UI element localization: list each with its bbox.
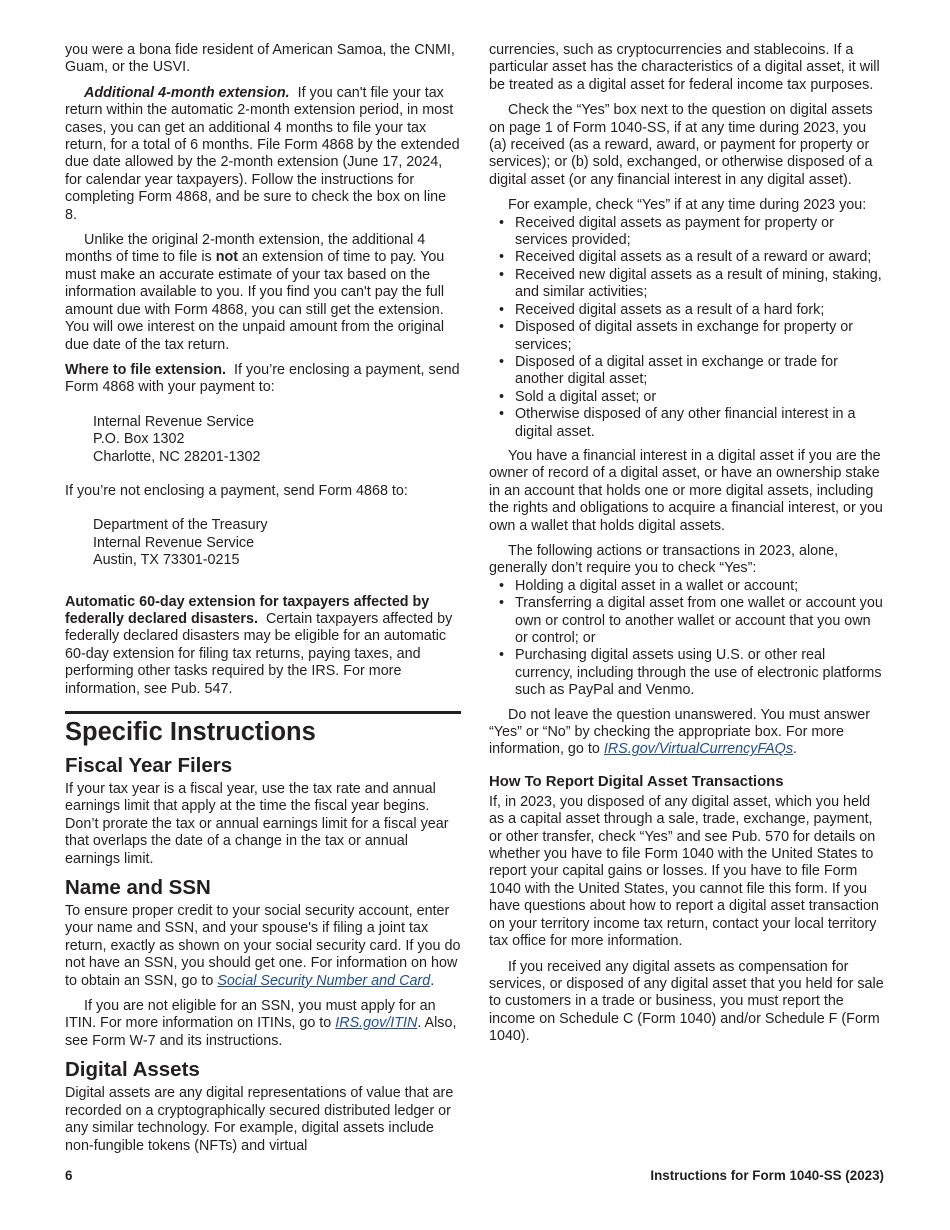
where-to-file-text: If you’re enclosing a payment, send Form 4868 with your payment to: (65, 361, 460, 396)
left-column (65, 42, 461, 1163)
list-item-text: Received digital assets as a result of a hard fork; (515, 301, 825, 318)
automatic-60-day-text: Certain taxpayers affected by federally declared disasters may be eligible for an automatic 60-day extension for filing tax returns, paying taxes, and performing other tasks required by the IRS. For more information, see Pub. 547. (65, 610, 453, 697)
paragraph-digital-assets: Digital assets are any digital representations of value that are recorded on a cryptographically secured distributed ledger or any similar technology. For example, digital assets include non-fungible tokens (NFTs) and virtual (65, 1085, 454, 1154)
list-item (489, 267, 885, 302)
paragraph-check-yes: Check the “Yes” box next to the question on digital assets on page 1 of Form 1040-SS, if at any time during 2023, you (a) received (as a reward, award, or payment for property or services); or (b) sold, exchanged, or otherwise disposed of a digital asset (or any financial interest in any digital asset). (489, 102, 873, 188)
additional-extension-text: If you can't file your tax return within the automatic 2-month extension period, in most cases, you can get an additional 4 months to file your tax return, for a total of 6 months. File Form 4868 by the extended due date allowed by the 2-month extension (June 17, 2024, for calendar year taxpayers). Follow the instructions for completing Form 4868, and be sure to check the box on line 8. (65, 84, 460, 223)
list-item (489, 389, 885, 406)
paragraph-itin: If you are not eligible for an SSN, you must apply for an ITIN. For more information on ITINs, go to IRS.gov/ITIN. Also, see Form W-7 and its instructions. (65, 998, 457, 1049)
bullet-icon: • (499, 266, 505, 283)
paragraph-how-to-report: If, in 2023, you disposed of any digital asset, which you held as a capital asset through a sale, trade, exchange, payment, or other transfer, check “Yes” and see Pub. 570 for details on whether you have to file Form 1040 with the United States to report your capital gains or losses. If you have to file Form 1040 with the United States, you cannot file this form. If you have questions about how to report a digital asset transaction on your territory income tax return, contact your local territory tax office for more information. (489, 793, 879, 950)
list-item (489, 215, 885, 250)
bullet-icon: • (499, 249, 505, 266)
digital-assets-title: Digital Assets (65, 1058, 200, 1082)
list-item (489, 595, 885, 647)
paragraph-following-actions: The following actions or transactions in 2023, alone, generally don’t require you to check “Yes”: (489, 542, 839, 577)
name-ssn-text: To ensure proper credit to your social security account, enter your name and SSN, and your spouse's if filing a joint tax return, exactly as shown on your social security card. If you do not have an SSN, you should get one. For information on how to obtain an SSN, go to (65, 903, 461, 989)
bullet-list-yes (489, 215, 885, 441)
list-item-text: Disposed of a digital asset in exchange or trade for another digital asset; (515, 353, 838, 388)
list-item-text: Purchasing digital assets using U.S. or other real currency, including through the use of electronic platforms such as PayPal and Venmo. (515, 647, 882, 699)
list-item (489, 578, 885, 595)
bullet-icon: • (499, 301, 505, 318)
bullet-icon: • (499, 647, 505, 664)
address-austin (93, 517, 461, 569)
paragraph-additional-extension (65, 85, 461, 224)
itin-after-text: Also, see Form W-7 and its instructions. (65, 1015, 457, 1049)
paragraph-currencies: currencies, such as cryptocurrencies and stablecoins. If a particular asset has the characteristics of a digital asset, it will be treated as a digital asset for federal income tax purposes. (489, 42, 880, 93)
paragraph-example: For example, check “Yes” if at any time during 2023 you: (508, 197, 867, 214)
list-item (489, 406, 885, 441)
bullet-icon: • (499, 214, 505, 231)
list-item-text: Otherwise disposed of any other financial interest in a digital asset. (515, 406, 856, 440)
address-charlotte (93, 414, 461, 466)
social-security-link[interactable]: Social Security Number and Card (217, 972, 431, 989)
list-item-text: Received new digital assets as a result of mining, staking, and similar activities; (515, 266, 882, 301)
paragraph-name-ssn: To ensure proper credit to your social security account, enter your name and SSN, and your spouse's if filing a joint tax return, exactly as shown on your social security card. If you do not have an SSN, you should get one. For information on how to obtain an SSN, go to Social Security Number and Card. (65, 903, 461, 989)
paragraph-where-to-file (65, 362, 461, 397)
list-item-text: Holding a digital asset in a wallet or account; (515, 577, 799, 594)
unlike-text-b: an extension of time to pay. You must make an accurate estimate of your tax based on the information available to you. If you find you can't pay the full amount due with Form 4868, you can still get the extension. You will owe interest on the unpaid amount from the original due date of the tax return. (65, 249, 445, 353)
address-line: Internal Revenue Service (93, 413, 255, 430)
list-item-text: Disposed of digital assets in exchange for property or services; (515, 319, 854, 353)
list-item (489, 647, 885, 699)
virtual-currency-faqs-link[interactable]: IRS.gov/VirtualCurrencyFAQs (603, 741, 794, 758)
specific-instructions-title: Specific Instructions (65, 718, 316, 746)
bullet-icon: • (499, 595, 505, 612)
address-line: Department of the Treasury (93, 517, 268, 534)
paragraph-do-not-leave: Do not leave the question unanswered. You must answer “Yes” or “No” by checking the appropriate box. For more information, go to IRS.gov/VirtualCurrencyFAQs. (489, 706, 871, 758)
itin-text: If you are not eligible for an SSN, you must apply for an ITIN. For more information on ITINs, go to (65, 998, 436, 1032)
page-number: 6 (65, 1168, 73, 1183)
paragraph-compensation: If you received any digital assets as compensation for services, or disposed of any digital asset that you held for sale to customers in a trade or business, you must report the income on Schedule C (Form 1040) and/or Schedule F (Form 1040). (489, 958, 884, 1045)
unlike-text-a: Unlike the original 2-month extension, the additional 4 months of time to file is (65, 232, 426, 266)
list-item (489, 319, 885, 354)
list-item-text: Sold a digital asset; or (515, 388, 657, 405)
list-item-text: Transferring a digital asset from one wallet or account you own or control to another wallet or account that you own or control; or (515, 595, 883, 646)
paragraph-automatic-60-day (65, 594, 461, 698)
bullet-list-no (489, 578, 885, 700)
itin-link[interactable]: IRS.gov/ITIN (335, 1015, 418, 1032)
address-line: P.O. Box 1302 (93, 431, 185, 448)
right-column (489, 42, 885, 1054)
paragraph-bona-fide: you were a bona fide resident of American Samoa, the CNMI, Guam, or the USVI. (65, 42, 455, 76)
name-and-ssn-title: Name and SSN (65, 876, 211, 900)
bullet-icon: • (499, 406, 505, 423)
list-item (489, 249, 885, 266)
where-to-file-heading: Where to file extension. (65, 361, 226, 378)
fiscal-year-filers-title: Fiscal Year Filers (65, 754, 233, 777)
bullet-icon: • (499, 388, 505, 405)
paragraph-not-enclosing: If you’re not enclosing a payment, send Form 4868 to: (65, 482, 408, 499)
paragraph-financial-interest: You have a financial interest in a digital asset if you are the owner of record of a digital asset, or have an ownership stake in an account that holds one or more digital assets, including the rights and obligations to acquire a financial interest, or you own a wallet that holds digital assets. (489, 447, 883, 534)
do-not-leave-text: Do not leave the question unanswered. You must answer “Yes” or “No” by checking the appropriate box. For more information, go to (489, 706, 871, 758)
address-line: Austin, TX 73301-0215 (93, 552, 240, 569)
unlike-not-bold: not (215, 249, 238, 266)
list-item (489, 354, 885, 389)
address-line: Charlotte, NC 28201-1302 (93, 448, 261, 465)
list-item (489, 302, 885, 319)
list-item-text: Received digital assets as a result of a reward or award; (515, 249, 872, 266)
section-divider (65, 711, 461, 714)
list-item-text: Received digital assets as payment for property or services provided; (515, 214, 834, 249)
how-to-report-title: How To Report Digital Asset Transactions (489, 773, 784, 790)
bullet-icon: • (499, 319, 505, 336)
footer-title: Instructions for Form 1040-SS (2023) (650, 1168, 884, 1183)
automatic-60-day-heading: Automatic 60-day extension for taxpayers affected by federally declared disasters. (65, 593, 430, 627)
bullet-icon: • (499, 353, 505, 370)
address-line: Internal Revenue Service (93, 534, 255, 551)
paragraph-fiscal-year: If your tax year is a fiscal year, use the tax rate and annual earnings limit that apply at the time the fiscal year begins. Don’t prorate the tax or annual earnings limit for a fiscal year that overlaps the date of a change in the tax or annual earnings limit. (65, 781, 449, 867)
additional-extension-heading: Additional 4-month extension. (84, 84, 290, 101)
bullet-icon: • (499, 577, 505, 594)
paragraph-unlike (65, 232, 461, 354)
